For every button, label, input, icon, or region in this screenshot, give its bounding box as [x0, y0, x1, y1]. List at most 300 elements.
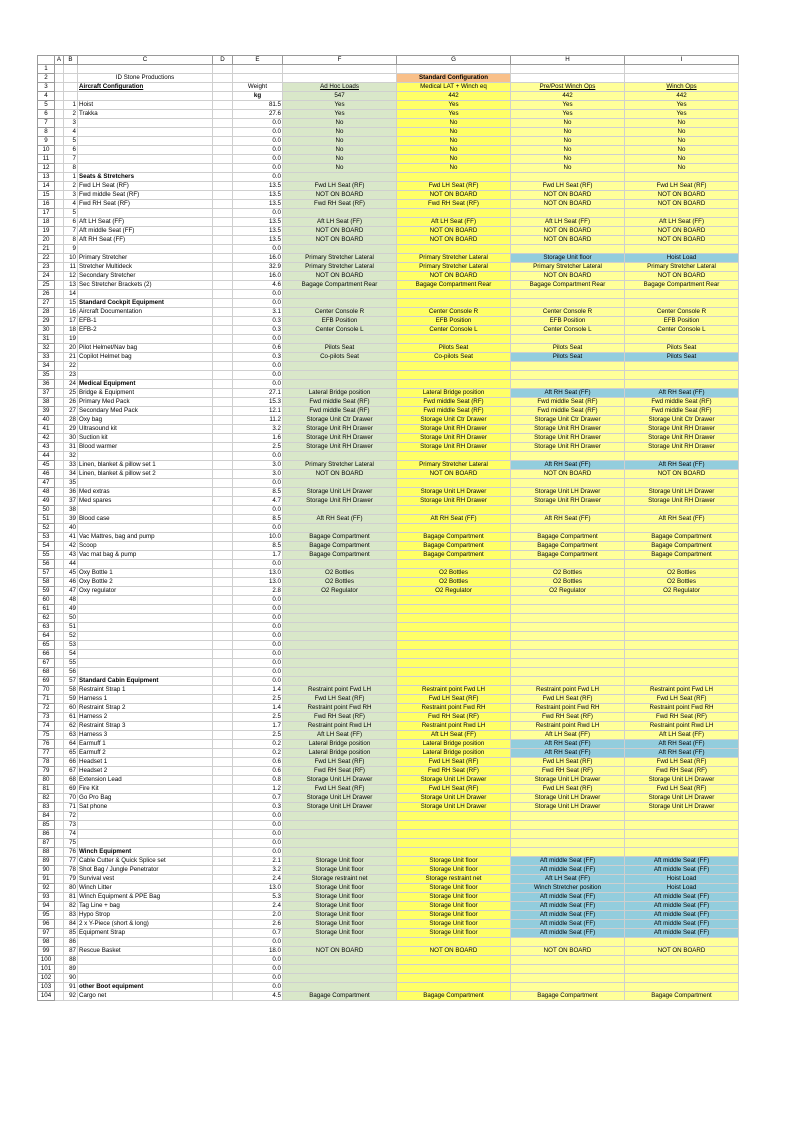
cell-b[interactable]: 23 — [64, 371, 78, 380]
cell-h[interactable] — [511, 299, 625, 308]
cell-d[interactable] — [213, 254, 233, 263]
cell-h[interactable]: No — [511, 128, 625, 137]
cell-i[interactable]: Storage Unit LH Drawer — [625, 776, 739, 785]
cell-h[interactable] — [511, 983, 625, 992]
cell-a[interactable] — [55, 398, 64, 407]
row-number[interactable]: 84 — [38, 812, 55, 821]
cell-e[interactable]: 0.0 — [233, 812, 283, 821]
cell-c[interactable] — [78, 821, 213, 830]
cell-c[interactable] — [78, 92, 213, 101]
cell-c[interactable]: Survival vest — [78, 875, 213, 884]
cell-d[interactable] — [213, 74, 233, 83]
row-number[interactable]: 14 — [38, 182, 55, 191]
cell-f[interactable]: Storage Unit floor — [283, 857, 397, 866]
cell-f[interactable]: No — [283, 155, 397, 164]
cell-a[interactable] — [55, 866, 64, 875]
cell-f[interactable]: Storage Unit floor — [283, 929, 397, 938]
cell-c[interactable] — [78, 362, 213, 371]
cell-f[interactable]: Storage Unit RH Drawer — [283, 497, 397, 506]
cell-i[interactable] — [625, 623, 739, 632]
cell-f[interactable]: Storage Unit LH Drawer — [283, 794, 397, 803]
cell-c[interactable] — [78, 146, 213, 155]
cell-a[interactable] — [55, 164, 64, 173]
cell-g[interactable]: Fwd RH Seat (RF) — [397, 200, 511, 209]
cell-b[interactable]: 74 — [64, 830, 78, 839]
cell-c[interactable] — [78, 839, 213, 848]
cell-a[interactable] — [55, 902, 64, 911]
cell-g[interactable]: Primary Stretcher Lateral — [397, 263, 511, 272]
cell-h[interactable]: Yes — [511, 110, 625, 119]
cell-g[interactable]: Bagage Compartment Rear — [397, 281, 511, 290]
cell-a[interactable] — [55, 524, 64, 533]
cell-h[interactable] — [511, 605, 625, 614]
cell-f[interactable]: Yes — [283, 110, 397, 119]
cell-i[interactable]: Aft RH Seat (FF) — [625, 740, 739, 749]
cell-a[interactable] — [55, 713, 64, 722]
cell-d[interactable] — [213, 578, 233, 587]
cell-c[interactable]: Seats & Stretchers — [78, 173, 213, 182]
cell-e[interactable]: 16.0 — [233, 254, 283, 263]
cell-e[interactable]: 2.1 — [233, 857, 283, 866]
cell-a[interactable] — [55, 281, 64, 290]
cell-c[interactable]: Ultrasound kit — [78, 425, 213, 434]
cell-b[interactable]: 56 — [64, 668, 78, 677]
cell-e[interactable]: 0.0 — [233, 614, 283, 623]
cell-f[interactable]: Storage Unit floor — [283, 884, 397, 893]
cell-e[interactable]: 0.0 — [233, 173, 283, 182]
cell-h[interactable] — [511, 650, 625, 659]
cell-f[interactable] — [283, 812, 397, 821]
cell-i[interactable] — [625, 830, 739, 839]
cell-h[interactable]: Aft LH Seat (FF) — [511, 875, 625, 884]
cell-a[interactable] — [55, 263, 64, 272]
row-number[interactable]: 21 — [38, 245, 55, 254]
cell-f[interactable]: No — [283, 137, 397, 146]
cell-d[interactable] — [213, 299, 233, 308]
cell-f[interactable]: Fwd LH Seat (RF) — [283, 785, 397, 794]
cell-i[interactable]: Fwd LH Seat (RF) — [625, 182, 739, 191]
cell-b[interactable]: 78 — [64, 866, 78, 875]
cell-b[interactable]: 52 — [64, 632, 78, 641]
cell-i[interactable] — [625, 650, 739, 659]
cell-b[interactable]: 92 — [64, 992, 78, 1001]
cell-c[interactable]: Harness 1 — [78, 695, 213, 704]
row-number[interactable]: 20 — [38, 236, 55, 245]
cell-f[interactable] — [283, 65, 397, 74]
row-number[interactable]: 63 — [38, 623, 55, 632]
cell-c[interactable]: Tag Line + bag — [78, 902, 213, 911]
cell-e[interactable]: 10.0 — [233, 533, 283, 542]
cell-f[interactable]: NOT ON BOARD — [283, 227, 397, 236]
cell-g[interactable] — [397, 335, 511, 344]
cell-e[interactable]: 0.0 — [233, 209, 283, 218]
cell-g[interactable] — [397, 632, 511, 641]
cell-b[interactable]: 60 — [64, 704, 78, 713]
cell-i[interactable]: NOT ON BOARD — [625, 947, 739, 956]
cell-b[interactable]: 30 — [64, 434, 78, 443]
row-number[interactable]: 64 — [38, 632, 55, 641]
cell-c[interactable] — [78, 479, 213, 488]
cell-c[interactable]: Cable Cutter & Quick Splice set — [78, 857, 213, 866]
cell-e[interactable]: 0.0 — [233, 956, 283, 965]
cell-a[interactable] — [55, 65, 64, 74]
cell-h[interactable]: No — [511, 155, 625, 164]
cell-d[interactable] — [213, 488, 233, 497]
row-number[interactable]: 100 — [38, 956, 55, 965]
row-number[interactable]: 5 — [38, 101, 55, 110]
cell-a[interactable] — [55, 83, 64, 92]
cell-c[interactable] — [78, 830, 213, 839]
cell-h[interactable]: EFB Position — [511, 317, 625, 326]
cell-c[interactable]: Go Pro Bag — [78, 794, 213, 803]
row-number[interactable]: 56 — [38, 560, 55, 569]
row-number[interactable]: 25 — [38, 281, 55, 290]
cell-d[interactable] — [213, 839, 233, 848]
cell-f[interactable]: Primary Stretcher Lateral — [283, 461, 397, 470]
cell-a[interactable] — [55, 182, 64, 191]
cell-a[interactable] — [55, 317, 64, 326]
row-number[interactable]: 91 — [38, 875, 55, 884]
cell-i[interactable]: Primary Stretcher Lateral — [625, 263, 739, 272]
cell-e[interactable]: 0.0 — [233, 245, 283, 254]
cell-i[interactable]: Aft RH Seat (FF) — [625, 389, 739, 398]
cell-d[interactable] — [213, 362, 233, 371]
cell-i[interactable] — [625, 605, 739, 614]
cell-h[interactable] — [511, 623, 625, 632]
cell-c[interactable] — [78, 650, 213, 659]
cell-h[interactable]: Storage Unit Ctr Drawer — [511, 416, 625, 425]
row-number[interactable]: 29 — [38, 317, 55, 326]
cell-g[interactable] — [397, 173, 511, 182]
cell-a[interactable] — [55, 929, 64, 938]
cell-h[interactable]: Winch Stretcher position — [511, 884, 625, 893]
cell-g[interactable]: Bagage Compartment — [397, 542, 511, 551]
cell-h[interactable] — [511, 209, 625, 218]
cell-c[interactable]: Fire Kit — [78, 785, 213, 794]
cell-g[interactable]: Lateral Bridge position — [397, 740, 511, 749]
cell-g[interactable]: Bagage Compartment — [397, 533, 511, 542]
row-number[interactable]: 102 — [38, 974, 55, 983]
cell-b[interactable]: 40 — [64, 524, 78, 533]
cell-i[interactable]: Aft RH Seat (FF) — [625, 515, 739, 524]
cell-g[interactable] — [397, 659, 511, 668]
cell-a[interactable] — [55, 227, 64, 236]
cell-a[interactable] — [55, 821, 64, 830]
row-number[interactable]: 90 — [38, 866, 55, 875]
cell-i[interactable] — [625, 938, 739, 947]
cell-a[interactable] — [55, 794, 64, 803]
cell-b[interactable]: 10 — [64, 254, 78, 263]
cell-e[interactable]: 13.5 — [233, 200, 283, 209]
cell-c[interactable]: Scoop — [78, 542, 213, 551]
cell-h[interactable]: Storage Unit RH Drawer — [511, 434, 625, 443]
column-header-b[interactable]: B — [64, 56, 78, 65]
cell-i[interactable] — [625, 812, 739, 821]
cell-a[interactable] — [55, 560, 64, 569]
cell-e[interactable]: 1.2 — [233, 785, 283, 794]
cell-i[interactable]: NOT ON BOARD — [625, 227, 739, 236]
cell-b[interactable]: 90 — [64, 974, 78, 983]
cell-g[interactable] — [397, 452, 511, 461]
row-number[interactable]: 65 — [38, 641, 55, 650]
cell-d[interactable] — [213, 605, 233, 614]
cell-a[interactable] — [55, 218, 64, 227]
column-header-a[interactable]: A — [55, 56, 64, 65]
row-number[interactable]: 98 — [38, 938, 55, 947]
cell-h[interactable]: NOT ON BOARD — [511, 200, 625, 209]
cell-c[interactable] — [78, 614, 213, 623]
column-header-c[interactable]: C — [78, 56, 213, 65]
cell-b[interactable]: 58 — [64, 686, 78, 695]
cell-h[interactable]: Restraint point Fwd RH — [511, 704, 625, 713]
cell-f[interactable]: Fwd LH Seat (RF) — [283, 182, 397, 191]
cell-i[interactable]: Storage Unit RH Drawer — [625, 425, 739, 434]
cell-c[interactable]: other Boot equipment — [78, 983, 213, 992]
cell-f[interactable]: Yes — [283, 101, 397, 110]
row-number[interactable]: 50 — [38, 506, 55, 515]
cell-a[interactable] — [55, 461, 64, 470]
cell-d[interactable] — [213, 416, 233, 425]
cell-c[interactable] — [78, 641, 213, 650]
cell-f[interactable] — [283, 362, 397, 371]
cell-d[interactable] — [213, 596, 233, 605]
cell-e[interactable]: 0.0 — [233, 119, 283, 128]
cell-h[interactable]: Storage Unit LH Drawer — [511, 794, 625, 803]
cell-a[interactable] — [55, 452, 64, 461]
cell-h[interactable]: Aft RH Seat (FF) — [511, 740, 625, 749]
cell-i[interactable]: No — [625, 146, 739, 155]
cell-d[interactable] — [213, 515, 233, 524]
cell-b[interactable]: 12 — [64, 272, 78, 281]
cell-f[interactable]: Bagage Compartment — [283, 542, 397, 551]
cell-f[interactable] — [283, 299, 397, 308]
cell-d[interactable] — [213, 155, 233, 164]
cell-g[interactable]: Storage Unit LH Drawer — [397, 488, 511, 497]
cell-d[interactable] — [213, 686, 233, 695]
cell-g[interactable]: NOT ON BOARD — [397, 470, 511, 479]
cell-h[interactable]: O2 Regulator — [511, 587, 625, 596]
cell-a[interactable] — [55, 659, 64, 668]
cell-b[interactable]: 53 — [64, 641, 78, 650]
cell-a[interactable] — [55, 704, 64, 713]
cell-e[interactable]: 0.0 — [233, 974, 283, 983]
cell-f[interactable]: Storage Unit Ctr Drawer — [283, 416, 397, 425]
cell-e[interactable]: 0.0 — [233, 938, 283, 947]
cell-h[interactable]: Aft middle Seat (FF) — [511, 911, 625, 920]
row-number[interactable]: 10 — [38, 146, 55, 155]
cell-e[interactable]: 2.5 — [233, 713, 283, 722]
cell-d[interactable] — [213, 650, 233, 659]
cell-b[interactable]: 81 — [64, 893, 78, 902]
cell-g[interactable]: Primary Stretcher Lateral — [397, 254, 511, 263]
cell-d[interactable] — [213, 875, 233, 884]
cell-b[interactable]: 49 — [64, 605, 78, 614]
cell-c[interactable]: Pilot Helmet/Nav bag — [78, 344, 213, 353]
cell-i[interactable]: Aft middle Seat (FF) — [625, 929, 739, 938]
cell-i[interactable] — [625, 362, 739, 371]
cell-i[interactable]: Aft middle Seat (FF) — [625, 920, 739, 929]
cell-h[interactable] — [511, 506, 625, 515]
cell-i[interactable]: No — [625, 119, 739, 128]
cell-i[interactable]: Fwd LH Seat (RF) — [625, 758, 739, 767]
cell-f[interactable]: Storage Unit floor — [283, 911, 397, 920]
cell-b[interactable]: 6 — [64, 146, 78, 155]
cell-e[interactable]: 0.2 — [233, 740, 283, 749]
column-header-f[interactable]: F — [283, 56, 397, 65]
cell-f[interactable]: Storage Unit LH Drawer — [283, 803, 397, 812]
cell-e[interactable]: 0.0 — [233, 668, 283, 677]
cell-f[interactable]: No — [283, 128, 397, 137]
cell-d[interactable] — [213, 479, 233, 488]
cell-b[interactable]: 46 — [64, 578, 78, 587]
cell-h[interactable]: Aft RH Seat (FF) — [511, 515, 625, 524]
cell-a[interactable] — [55, 380, 64, 389]
row-number[interactable]: 71 — [38, 695, 55, 704]
cell-c[interactable]: Aft LH Seat (FF) — [78, 218, 213, 227]
cell-d[interactable] — [213, 236, 233, 245]
cell-a[interactable] — [55, 371, 64, 380]
cell-e[interactable]: 2.0 — [233, 911, 283, 920]
cell-h[interactable] — [511, 668, 625, 677]
cell-d[interactable] — [213, 551, 233, 560]
cell-a[interactable] — [55, 146, 64, 155]
cell-d[interactable] — [213, 713, 233, 722]
cell-f[interactable]: Pilots Seat — [283, 344, 397, 353]
cell-d[interactable] — [213, 722, 233, 731]
cell-h[interactable]: Bagage Compartment — [511, 533, 625, 542]
cell-g[interactable]: Storage Unit RH Drawer — [397, 497, 511, 506]
cell-h[interactable] — [511, 677, 625, 686]
cell-i[interactable]: Restraint point Fwd LH — [625, 686, 739, 695]
cell-f[interactable] — [283, 956, 397, 965]
cell-e[interactable]: 0.0 — [233, 821, 283, 830]
cell-b[interactable]: 24 — [64, 380, 78, 389]
cell-d[interactable] — [213, 380, 233, 389]
cell-h[interactable] — [511, 974, 625, 983]
cell-i[interactable]: NOT ON BOARD — [625, 236, 739, 245]
cell-g[interactable]: Aft LH Seat (FF) — [397, 218, 511, 227]
cell-i[interactable]: Storage Unit LH Drawer — [625, 488, 739, 497]
cell-b[interactable]: 50 — [64, 614, 78, 623]
cell-d[interactable] — [213, 965, 233, 974]
row-number[interactable]: 7 — [38, 119, 55, 128]
cell-a[interactable] — [55, 479, 64, 488]
cell-b[interactable]: 43 — [64, 551, 78, 560]
cell-d[interactable] — [213, 227, 233, 236]
cell-d[interactable] — [213, 938, 233, 947]
cell-c[interactable] — [78, 632, 213, 641]
cell-a[interactable] — [55, 623, 64, 632]
cell-b[interactable]: 61 — [64, 713, 78, 722]
cell-c[interactable]: Oxy regulator — [78, 587, 213, 596]
cell-i[interactable] — [625, 452, 739, 461]
cell-b[interactable]: 89 — [64, 965, 78, 974]
cell-b[interactable] — [64, 74, 78, 83]
cell-c[interactable]: Shot Bag / Jungle Penetrator — [78, 866, 213, 875]
cell-e[interactable]: 8.5 — [233, 488, 283, 497]
cell-i[interactable]: Storage Unit RH Drawer — [625, 497, 739, 506]
cell-h[interactable] — [511, 380, 625, 389]
cell-i[interactable]: Bagage Compartment — [625, 533, 739, 542]
cell-e[interactable]: 18.0 — [233, 947, 283, 956]
cell-a[interactable] — [55, 155, 64, 164]
cell-h[interactable]: Aft middle Seat (FF) — [511, 866, 625, 875]
cell-c[interactable]: Aft middle Seat (FF) — [78, 227, 213, 236]
cell-c[interactable]: Restraint Strap 2 — [78, 704, 213, 713]
cell-d[interactable] — [213, 749, 233, 758]
cell-i[interactable] — [625, 848, 739, 857]
cell-d[interactable] — [213, 317, 233, 326]
cell-e[interactable] — [233, 74, 283, 83]
cell-a[interactable] — [55, 434, 64, 443]
cell-g[interactable]: NOT ON BOARD — [397, 272, 511, 281]
cell-i[interactable]: Aft middle Seat (FF) — [625, 902, 739, 911]
cell-c[interactable] — [78, 668, 213, 677]
cell-b[interactable]: 13 — [64, 281, 78, 290]
cell-f[interactable]: No — [283, 146, 397, 155]
cell-f[interactable] — [283, 659, 397, 668]
cell-e[interactable]: 0.0 — [233, 146, 283, 155]
cell-h[interactable]: Aft RH Seat (FF) — [511, 461, 625, 470]
cell-c[interactable]: Secondary Stretcher — [78, 272, 213, 281]
cell-i[interactable] — [625, 965, 739, 974]
cell-i[interactable]: Restraint point Rwd LH — [625, 722, 739, 731]
cell-g[interactable]: Storage Unit floor — [397, 893, 511, 902]
cell-d[interactable] — [213, 218, 233, 227]
cell-h[interactable] — [511, 173, 625, 182]
cell-b[interactable]: 71 — [64, 803, 78, 812]
cell-h[interactable] — [511, 848, 625, 857]
cell-c[interactable]: Hoist — [78, 101, 213, 110]
cell-i[interactable]: Aft middle Seat (FF) — [625, 911, 739, 920]
cell-i[interactable] — [625, 299, 739, 308]
cell-d[interactable] — [213, 182, 233, 191]
cell-b[interactable]: 55 — [64, 659, 78, 668]
cell-e[interactable]: 1.7 — [233, 722, 283, 731]
row-number[interactable]: 27 — [38, 299, 55, 308]
cell-a[interactable] — [55, 596, 64, 605]
cell-b[interactable]: 68 — [64, 776, 78, 785]
row-number[interactable]: 24 — [38, 272, 55, 281]
cell-b[interactable] — [64, 65, 78, 74]
row-number[interactable]: 97 — [38, 929, 55, 938]
cell-h[interactable]: Fwd LH Seat (RF) — [511, 785, 625, 794]
row-number[interactable]: 46 — [38, 470, 55, 479]
cell-g[interactable]: Storage Unit floor — [397, 911, 511, 920]
cell-a[interactable] — [55, 389, 64, 398]
cell-b[interactable]: 21 — [64, 353, 78, 362]
cell-i[interactable]: Fwd LH Seat (RF) — [625, 695, 739, 704]
cell-f[interactable]: NOT ON BOARD — [283, 272, 397, 281]
row-number[interactable]: 75 — [38, 731, 55, 740]
cell-d[interactable] — [213, 956, 233, 965]
cell-b[interactable]: 38 — [64, 506, 78, 515]
cell-e[interactable]: 0.0 — [233, 371, 283, 380]
row-number[interactable]: 87 — [38, 839, 55, 848]
cell-g[interactable]: Bagage Compartment — [397, 551, 511, 560]
cell-h[interactable]: Storage Unit RH Drawer — [511, 443, 625, 452]
cell-b[interactable]: 66 — [64, 758, 78, 767]
cell-d[interactable] — [213, 803, 233, 812]
cell-c[interactable] — [78, 938, 213, 947]
cell-h[interactable]: No — [511, 119, 625, 128]
cell-b[interactable]: 69 — [64, 785, 78, 794]
cell-i[interactable] — [625, 821, 739, 830]
cell-a[interactable] — [55, 956, 64, 965]
cell-d[interactable] — [213, 434, 233, 443]
cell-c[interactable]: Vac mat bag & pump — [78, 551, 213, 560]
cell-g[interactable] — [397, 380, 511, 389]
